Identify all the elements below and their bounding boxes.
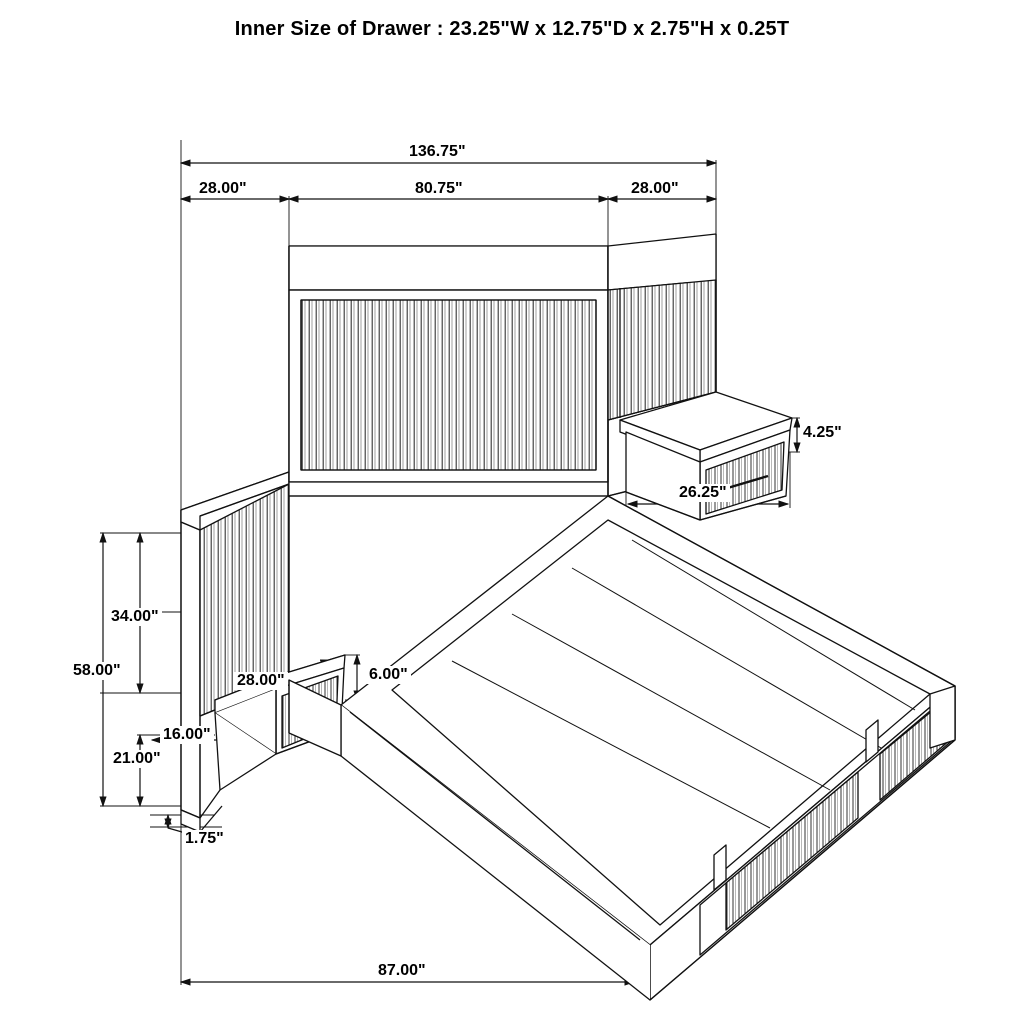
dim-nightstand-inner-depth: 16.00"	[160, 726, 214, 744]
dim-nightstand-drawer-height: 6.00"	[366, 666, 411, 684]
dim-headboard-panel-height: 34.00"	[108, 608, 162, 626]
dim-nightstand-top-height: 4.25"	[800, 424, 845, 442]
dim-right-panel-width: 28.00"	[628, 180, 682, 198]
dim-left-panel-width: 28.00"	[196, 180, 250, 198]
dim-center-panel-width: 80.75"	[412, 180, 466, 198]
dim-bed-length: 87.00"	[375, 962, 429, 980]
dim-headboard-total-height: 58.00"	[70, 662, 124, 680]
page-title: Inner Size of Drawer : 23.25"W x 12.75"D x 2.75"H x 0.25T	[234, 18, 790, 40]
dim-nightstand-height: 21.00"	[110, 750, 164, 768]
dim-base-thickness: 1.75"	[182, 830, 227, 848]
dim-overall-width: 136.75"	[406, 143, 469, 161]
dim-nightstand-width: 28.00"	[234, 672, 288, 690]
dim-nightstand-depth: 26.25"	[676, 484, 730, 502]
